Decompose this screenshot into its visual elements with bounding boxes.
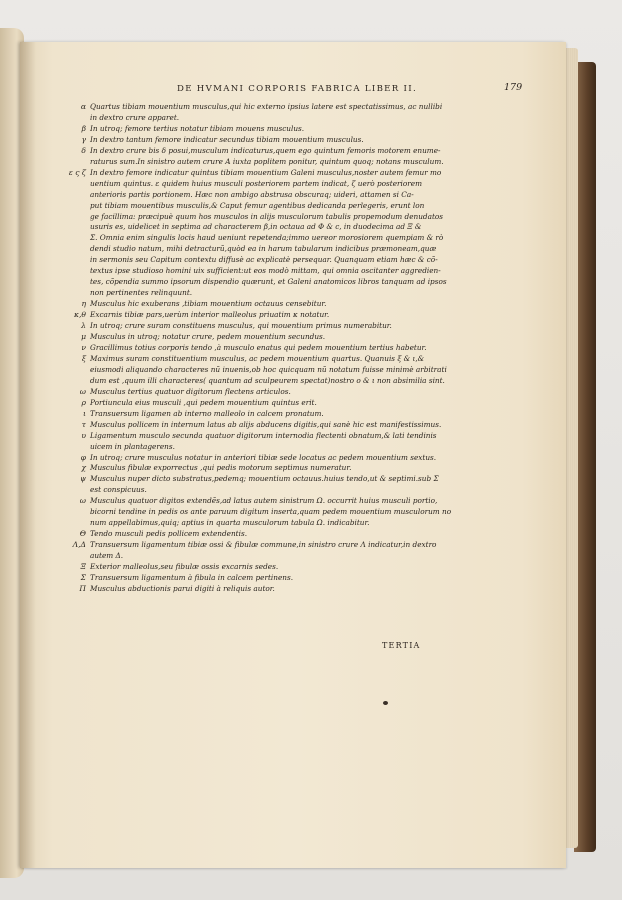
text-line: Musculus abductionis parui digiti à reliquis autor. bbox=[90, 583, 275, 593]
text-line: ge facillima: præcipuè quum hos musculos in alijs musculorum tabulis propemodum denudatos bbox=[90, 211, 444, 221]
text-line: in dextro crure apparet. bbox=[90, 112, 180, 122]
entry-marker: Θ bbox=[79, 529, 86, 539]
legend-entry bbox=[60, 529, 530, 540]
entry-text bbox=[90, 146, 530, 168]
legend-entry bbox=[60, 584, 530, 595]
text-line: tes, cõpendia summo ipsorum dispendio quærunt, et Galeni anatomicos libros tanquam ad ipsos bbox=[90, 277, 447, 287]
entry-marker: Ξ bbox=[80, 562, 86, 572]
text-line: In utroq; femore tertius notatur tibiam mouens musculus. bbox=[90, 123, 305, 133]
legend-entry bbox=[60, 420, 530, 431]
text-line: In utroq; crure suram constituens musculus, qui mouentium primus numerabitur. bbox=[90, 321, 392, 331]
text-line: Transuersum ligamen ab interno malleolo in calcem pronatum. bbox=[90, 408, 324, 418]
entry-marker: ω bbox=[79, 496, 86, 506]
entry-marker: υ bbox=[81, 430, 86, 440]
text-line: est conspicuus. bbox=[90, 485, 147, 495]
legend-entry bbox=[60, 463, 530, 474]
legend-entry bbox=[60, 496, 530, 529]
legend-entry bbox=[60, 354, 530, 387]
text-line: num appellabimus,quiq; aptius in quarta musculorum tabula Ω. indicabitur. bbox=[90, 518, 370, 528]
legend-entry bbox=[60, 409, 530, 420]
legend-entry bbox=[60, 310, 530, 321]
text-line: In utroq; crure musculus notatur in anteriori tibiæ sede locatus ac pedem mouentium sextus. bbox=[90, 452, 437, 462]
entry-marker: λ bbox=[81, 321, 86, 331]
entry-marker: χ bbox=[81, 463, 86, 473]
page-number: 179 bbox=[504, 82, 523, 93]
entry-marker: τ bbox=[81, 419, 86, 429]
entry-text bbox=[90, 453, 530, 464]
entry-marker: δ bbox=[81, 145, 86, 155]
entry-marker: γ bbox=[81, 134, 86, 144]
text-line: Musculus nuper dicto substratus,pedemq; mouentium octauus.huius tendo,ut & septimi.sub Σ bbox=[90, 474, 439, 484]
legend-entry bbox=[60, 102, 530, 124]
text-line: Musculus quatuor digitos extendẽs,ad latus autem sinistrum Ω. occurrit huius musculi portio, bbox=[90, 496, 438, 506]
entry-text bbox=[90, 496, 530, 529]
text-line: Transuersum ligamentum tibiæ ossi & fibulæ commune,in sinistro crure Λ indicatur,in dextro bbox=[90, 540, 437, 550]
legend-entry bbox=[60, 135, 530, 146]
entry-text bbox=[90, 135, 530, 146]
text-line: uentium quintus. ε quidem huius musculi posteriorem partem indicat, ζ uerò posteriorem bbox=[90, 178, 422, 188]
entry-marker: κ,θ bbox=[74, 310, 86, 320]
text-line: non pertinentes relinquunt. bbox=[90, 288, 193, 298]
legend-entry bbox=[60, 146, 530, 168]
gutter-shadow bbox=[20, 42, 36, 868]
text-line: Maximus suram constituentium musculus, ac pedem mouentium quartus. Quanuis ξ & ι,& bbox=[90, 353, 425, 363]
entry-marker: β bbox=[81, 123, 86, 133]
text-line: in sermonis seu Capitum contextu diffusè ac explicatè persequar. Quanquam etiam hæc & cõ- bbox=[90, 255, 438, 265]
legend-entry bbox=[60, 387, 530, 398]
entry-marker: μ bbox=[81, 332, 86, 342]
entry-marker: ψ bbox=[80, 474, 86, 484]
text-line: uicem in plantagerens. bbox=[90, 441, 175, 451]
text-line: Exterior malleolus,seu fibulæ ossis excarnis sedes. bbox=[90, 562, 279, 572]
entry-text bbox=[90, 398, 530, 409]
text-line: Tendo musculi pedis pollicem extendentis. bbox=[90, 529, 248, 539]
entry-text bbox=[90, 354, 530, 387]
entry-marker: α bbox=[80, 102, 86, 111]
legend-entry bbox=[60, 562, 530, 573]
entry-text bbox=[90, 431, 530, 453]
text-line: eiusmodi aliquando characteres nũ inuenis,ob hoc quicquam nũ notatum fuisse minimè arbitrati bbox=[90, 364, 447, 374]
entry-text bbox=[90, 529, 530, 540]
entry-text bbox=[90, 168, 530, 299]
legend-entry bbox=[60, 299, 530, 310]
entry-text bbox=[90, 310, 530, 321]
legend-entry bbox=[60, 168, 530, 299]
entry-text bbox=[90, 124, 530, 135]
entry-text bbox=[90, 387, 530, 398]
entry-marker: φ bbox=[80, 452, 86, 462]
entry-text bbox=[90, 299, 530, 310]
legend-entry bbox=[60, 573, 530, 584]
legend-entry bbox=[60, 321, 530, 332]
entry-marker: Π bbox=[79, 583, 86, 593]
entry-text bbox=[90, 573, 530, 584]
text-line: Ligamentum musculo secunda quatuor digitorum internodia flectenti obnatum,& lati tendinis bbox=[90, 430, 437, 440]
text-line: Quartus tibiam mouentium musculus,qui hic externo ipsius latere est spectatissimus, ac nullibi bbox=[90, 102, 443, 111]
entry-marker: ν bbox=[81, 342, 86, 352]
entry-text bbox=[90, 102, 530, 124]
entry-marker: Λ,Δ bbox=[72, 540, 86, 550]
entry-text bbox=[90, 321, 530, 332]
text-line: Σ. Omnia enim singulis locis haud ueniunt repetenda;immo uereor morosiorem quempiam & rò bbox=[90, 233, 444, 243]
entry-text bbox=[90, 562, 530, 573]
legend-entry bbox=[60, 124, 530, 135]
text-line: textus ipse studioso homini uix sufficient:ut eos modò mittam, qui omnia oscitanter aggredien- bbox=[90, 266, 441, 276]
text-line: Portiuncula eius musculi ,qui pedem mouentium quintus erit. bbox=[90, 397, 317, 407]
text-block bbox=[60, 102, 530, 595]
entry-text bbox=[90, 584, 530, 595]
text-line: raturus sum.In sinistro autem crure A iuxta poplitem ponitur, quintum quoq; notans musculum. bbox=[90, 156, 444, 166]
entry-marker: ω bbox=[79, 386, 86, 396]
text-line: usuris es, uidelicet in septima ad characterem β,in octaua ad Φ & c, in duodecima ad Ξ & bbox=[90, 222, 422, 232]
entry-text bbox=[90, 420, 530, 431]
text-line: Musculus pollicem in internum latus ab alijs abducens digitis,qui sanè hic est manifestissimus. bbox=[90, 419, 442, 429]
text-line: Transuersum ligamentum à fibula in calcem pertinens. bbox=[90, 572, 294, 582]
entry-text bbox=[90, 409, 530, 420]
entry-text bbox=[90, 540, 530, 562]
legend-entry bbox=[60, 431, 530, 453]
entry-text bbox=[90, 332, 530, 343]
entry-text bbox=[90, 343, 530, 354]
entry-marker: Σ bbox=[80, 572, 86, 582]
text-line: Gracillimus totius corporis tendo ,à musculo enatus qui pedem mouentium tertius habetur. bbox=[90, 342, 427, 352]
entry-marker: ξ bbox=[81, 353, 86, 363]
catchword: TERTIA bbox=[382, 641, 421, 650]
legend-entry bbox=[60, 398, 530, 409]
ink-spot bbox=[383, 701, 388, 705]
text-line: Musculus hic exuberans ,tibiam mouentium octauus censebitur. bbox=[90, 299, 327, 309]
text-line: In dextro crure bis δ posui,musculum indicaturus,quem ego quintum femoris motorem enume- bbox=[90, 145, 441, 155]
text-line: Musculus in utroq; notatur crure, pedem mouentium secundus. bbox=[90, 332, 326, 342]
legend-entry bbox=[60, 474, 530, 496]
text-line: Musculus tertius quatuor digitorum flectens articulos. bbox=[90, 386, 291, 396]
entry-text bbox=[90, 474, 530, 496]
text-line: bicorni tendine in pedis os ante paruum digitum inserta,quam pedem mouentium musculorum no bbox=[90, 507, 452, 517]
legend-entry bbox=[60, 343, 530, 354]
entry-marker: ι bbox=[83, 408, 86, 418]
text-line: dendi studio natum, mihi detracturũ,quòd ea in harum tabularum indicibus præmoneam,quæ bbox=[90, 244, 437, 254]
text-line: anterioris partis portionem. Hæc non ambigo abstrusa obscuraq; uideri, attamen si Ca- bbox=[90, 189, 414, 199]
legend-entry bbox=[60, 540, 530, 562]
text-line: put tibiam mouentibus musculis,& Caput femur agentibus dedicanda perlegeris, erunt lon bbox=[90, 200, 425, 210]
legend-entry bbox=[60, 332, 530, 343]
legend-entry bbox=[60, 453, 530, 464]
text-line: Musculus fibulæ exporrectus ,qui pedis motorum septimus numeratur. bbox=[90, 463, 352, 473]
entry-text bbox=[90, 463, 530, 474]
text-line: Excarnis tibiæ pars,uerùm interior malleolus priuatim κ notatur. bbox=[90, 310, 330, 320]
text-line: dum est ,quum illi characteres( quantum ad sculpeurem spectat)nostro o & ι non absimilia sint. bbox=[90, 375, 445, 385]
running-head: DE HVMANI CORPORIS FABRICA LIBER II. bbox=[177, 84, 417, 94]
entry-marker: ρ bbox=[81, 397, 86, 407]
entry-marker: η bbox=[81, 299, 86, 309]
text-line: In dextro tantum femore indicatur secundus tibiam mouentium musculus. bbox=[90, 134, 364, 144]
text-line: autem Δ. bbox=[90, 551, 124, 561]
text-line: In dextro femore indicatur quintus tibiam mouentium Galeni musculus,noster autem femur mo bbox=[90, 167, 442, 177]
entry-marker: ε ς ζ bbox=[68, 167, 86, 177]
